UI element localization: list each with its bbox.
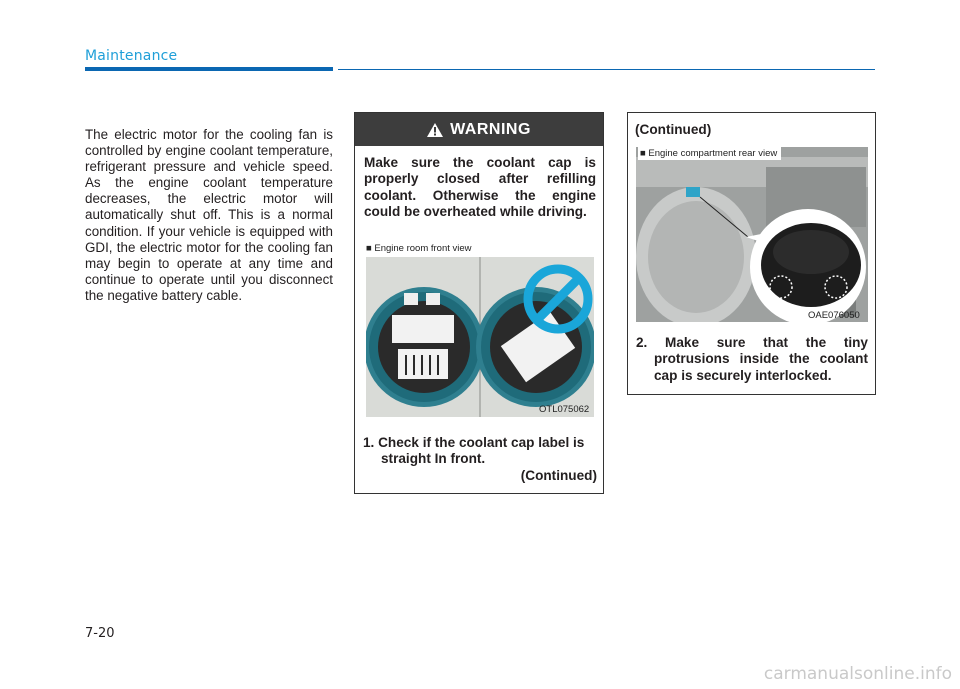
warning-text: Make sure the coolant cap is properly closed after refilling coolant. Otherwise the engine could be overheated while driving.: [364, 155, 596, 219]
step-2-text: 2. Make sure that the tiny protrusions inside the coolant cap is securely interlocked.: [636, 335, 868, 383]
footer-watermark: carmanualsonline.info: [763, 664, 952, 684]
section-title: Maintenance: [85, 48, 178, 64]
figure-label-rear: ■ Engine compartment rear view: [638, 147, 781, 160]
figure-label-front: ■ Engine room front view: [366, 243, 472, 254]
warning-continued: (Continued): [520, 467, 597, 483]
warning-heading: WARNING: [450, 120, 531, 138]
continued-label: (Continued): [635, 122, 712, 137]
warning-header: [355, 113, 603, 146]
page-number: 7-20: [85, 626, 115, 641]
warning-triangle-icon: [427, 123, 443, 137]
coolant-cap-front-figure: [366, 257, 594, 417]
figure-code-front: OTL075062: [539, 404, 590, 415]
step-1-text: 1. Check if the coolant cap label is straight In front. (Continued): [363, 435, 597, 483]
header-rule-thick: [85, 67, 333, 71]
body-paragraph: The electric motor for the cooling fan is controlled by engine coolant temperature, refrigerant pressure and vehicle speed. As the engine coolant temperature decreases, the electric motor will automatically shut off. This is a normal condition. If your vehicle is equipped with GDI, the electric motor for the cooling fan may begin to operate at any time and continue to operate until you disconnect the negative battery cable.: [85, 127, 333, 303]
figure-code-rear: OAE076050: [808, 310, 860, 321]
engine-compartment-figure: [636, 147, 868, 322]
engine-compartment-illustration: [636, 147, 868, 322]
coolant-cap-illustration: [366, 257, 594, 417]
header-rule-thin: [338, 69, 875, 70]
